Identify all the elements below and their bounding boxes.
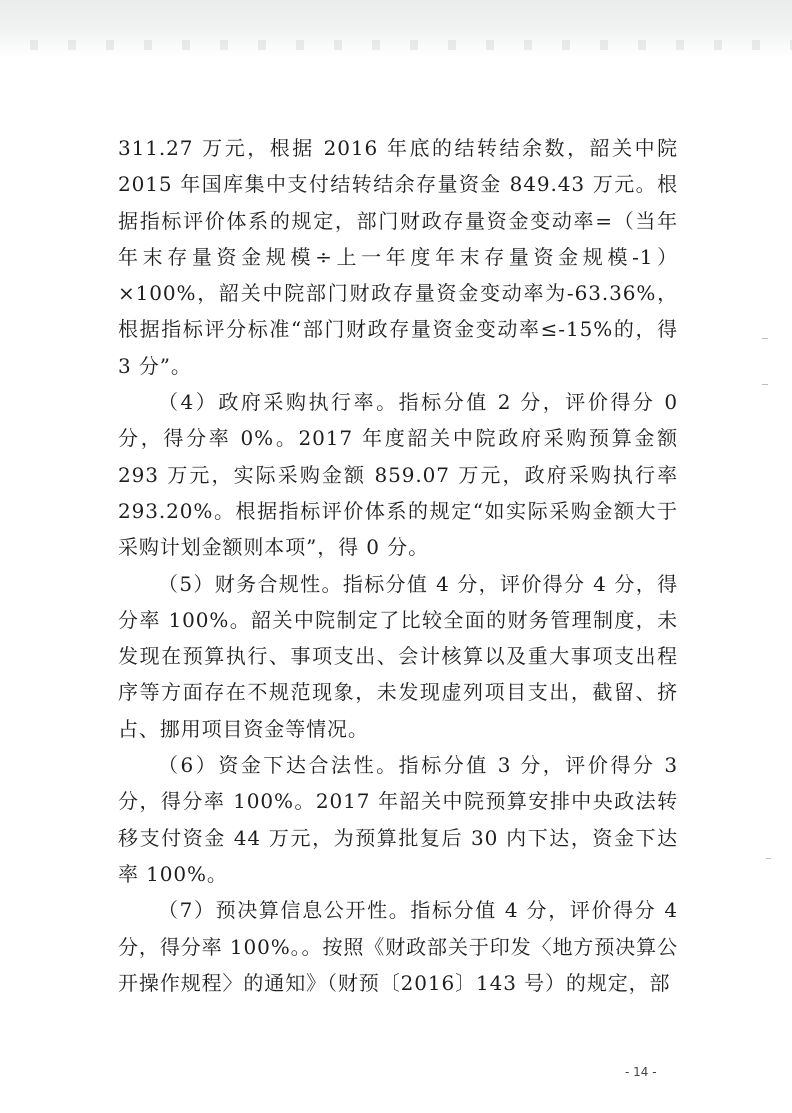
margin-mark-3 — [766, 858, 771, 859]
document-body — [118, 130, 678, 1001]
paragraph-financial-compliance: （5）财务合规性。指标分值 4 分，评价得分 4 分，得分率 100%。韶关中院制定了比较全面的财务管理制度，未发现在预算执行、事项支出、会计核算以及重大事项支出程序等方面存在不规范现象，未发现虚列项目支出，截留、挤占、挪用项目资金等情况。 — [118, 571, 678, 741]
scan-top-artifact — [0, 40, 792, 50]
paragraph-fund-issuance: （6）资金下达合法性。指标分值 3 分，评价得分 3 分，得分率 100%。2017 年韶关中院预算安排中央政法转移支付资金 44 万元，为预算批复后 30 内下达，资金下达率 100%。 — [118, 753, 678, 886]
margin-mark-1 — [762, 338, 768, 339]
paragraph-budget-disclosure: （7）预决算信息公开性。指标分值 4 分，评价得分 4 分，得分率 100%。。按照《财政部关于印发〈地方预决算公开操作规程〉的通知》（财预〔2016〕143 号）的规定，部 — [118, 898, 678, 995]
paragraph-procurement-rate: （4）政府采购执行率。指标分值 2 分，评价得分 0 分，得分率 0%。2017 年度韶关中院政府采购预算金额 293 万元，实际采购金额 859.07 万元，政府采购执行率 293.20%。根据指标评价体系的规定“如实际采购金额大于采购计划金额则本项”，得 0 分。 — [118, 390, 678, 560]
page-number: - 14 - — [625, 1065, 657, 1079]
margin-mark-2 — [762, 384, 768, 385]
paragraph-storage-funds: 311.27 万元，根据 2016 年底的结转结余数，韶关中院 2015 年国库集中支付结转结余存量资金 849.43 万元。根据指标评价体系的规定，部门财政存量资金变动率=（当年年末存量资金规模÷上一年度年末存量资金规模-1）×100%，韶关中院部门财政存量资金变动率为-63.36%，根据指标评分标准“部门财政存量资金变动率≤-15%的，得 3 分”。 — [118, 136, 678, 378]
